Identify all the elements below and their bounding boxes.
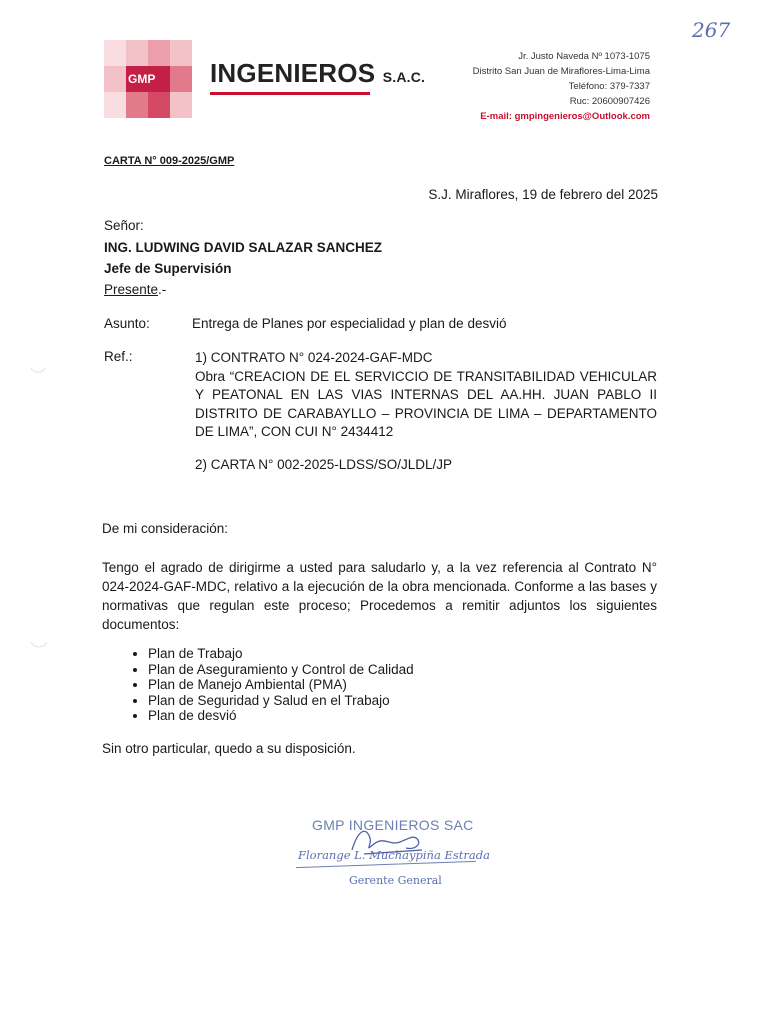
greeting: De mi consideración: [102,521,229,536]
presente [104,282,166,297]
page-number: 267 [692,18,731,42]
list-item: • Plan de Trabajo [148,646,414,662]
list-item: • Plan de Manejo Ambiental (PMA) [148,677,414,693]
body-paragraph: Tengo el agrado de dirigirme a usted para saludarlo y, a la vez referencia al Contrato N° 024-2024-GAF-MDC, relativo a la ejecución de la obra mencionada. Conforme a las bases y normativas que regulan este proceso; Procedemos a remitir adjuntos los siguientes documentos: [102,560,657,632]
company-stamp: GMP INGENIEROS SAC [312,817,474,833]
asunto-text: Entrega de Planes por especialidad y plan de desvió [192,316,507,331]
salutation: Señor: [104,218,144,233]
ref-block [195,349,657,442]
brand-underline [210,92,370,95]
company-contact-block [473,49,650,124]
logo-text: GMP [128,72,156,86]
email: E-mail: gmpingenieros@Outlook.com [480,111,650,122]
presente-word: Presente [104,282,159,297]
recipient-title: Jefe de Supervisión [104,261,232,276]
recipient-name: ING. LUDWING DAVID SALAZAR SANCHEZ [104,240,382,255]
documents-list [108,646,414,724]
phone: Teléfono: 379-7337 [568,81,650,92]
letter-reference-code: CARTA N° 009-2025/GMP [104,155,235,167]
ref-1-detail: Obra “CREACION DE EL SERVICCIO DE TRANSITABILIDAD VEHICULAR Y PEATONAL EN LAS VIAS INTERNAS DEL AA.HH. JUAN PABLO II DISTRITO DE CARABAYLLO – PROVINCIA DE LIMA – DEPARTAMENTO DE LIMA”, CON CUI N° 2434412 [195,368,657,439]
letter-date: S.J. Miraflores, 19 de febrero del 2025 [428,187,658,202]
company-name [210,58,425,89]
ref-1: 1) CONTRATO N° 024-2024-GAF-MDC [195,350,433,365]
list-item: • Plan de Aseguramiento y Control de Calidad [148,662,414,678]
signer-name: Florange L. Muchaypiña Estrada [298,848,490,862]
ruc: Ruc: 20600907426 [569,96,650,107]
signer-title: Gerente General [349,874,442,887]
scan-hole-mark [28,634,50,656]
list-item: • Plan de desvió [148,708,414,724]
address-line-1: Jr. Justo Naveda Nº 1073-1075 [518,51,650,62]
address-line-2: Distrito San Juan de Miraflores-Lima-Lima [472,66,650,77]
list-item: • Plan de Seguridad y Salud en el Trabajo [148,693,414,709]
asunto-label: Asunto: [104,316,150,331]
presente-suffix: .- [158,282,167,297]
company-suffix: S.A.C. [382,69,426,85]
ref-label: Ref.: [104,349,133,364]
company-name-main: INGENIEROS [210,58,376,88]
ref-2: 2) CARTA N° 002-2025-LDSS/SO/JLDL/JP [195,457,453,472]
closing-line: Sin otro particular, quedo a su disposición. [102,741,356,756]
scan-hole-mark [28,362,48,382]
